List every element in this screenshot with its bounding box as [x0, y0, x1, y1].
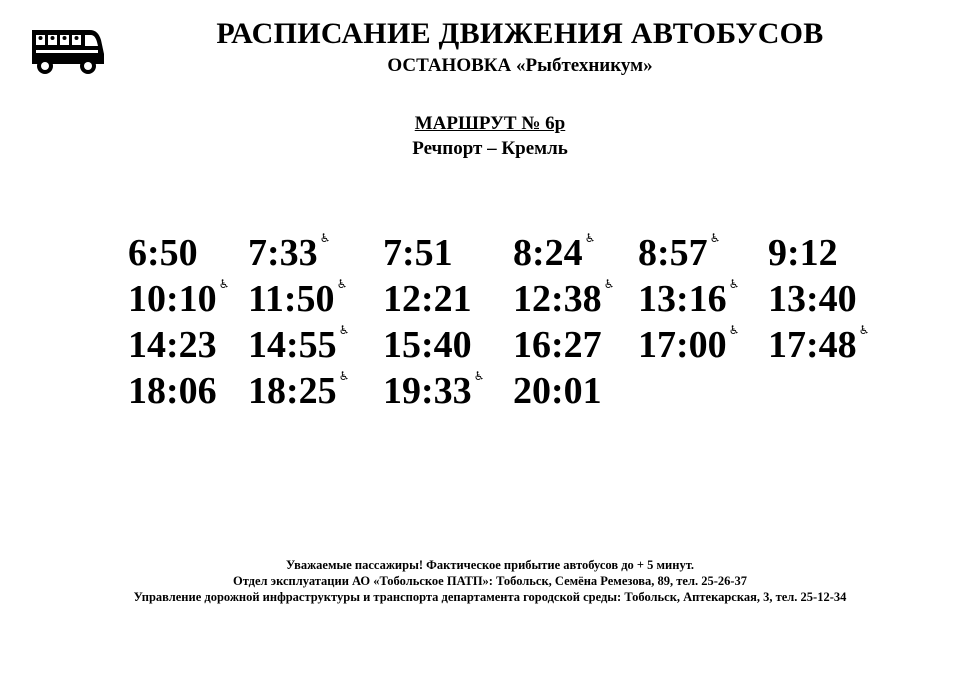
wheelchair-icon: ♿ — [338, 369, 350, 383]
footer-notice: Уважаемые пассажиры! Фактическое прибытие автобусов до + 5 минут. — [285, 558, 695, 572]
wheelchair-icon: ♿ — [336, 277, 348, 291]
wheelchair-icon: ♿ — [319, 231, 331, 245]
departure-time — [128, 276, 256, 322]
footer-operator-contact: Отдел эксплуатации АО «Тобольское ПАТП»: Тобольск, Семёна Ремезова, 89, тел. 25-26-37 — [232, 574, 748, 588]
wheelchair-icon: ♿ — [473, 369, 485, 383]
departure-time — [513, 368, 641, 414]
schedule-row — [118, 322, 898, 368]
departure-time — [768, 322, 896, 368]
schedule-row — [118, 276, 898, 322]
departure-time-value: 18:06 — [128, 370, 217, 412]
departure-time-value: 8:57 — [638, 232, 708, 274]
schedule-row — [118, 368, 898, 414]
departure-time — [768, 276, 896, 322]
departure-time — [248, 322, 376, 368]
route-number: МАРШРУТ № 6р — [414, 113, 566, 134]
departure-time — [768, 230, 896, 276]
departure-time — [383, 368, 511, 414]
departure-time-value: 9:12 — [768, 232, 838, 274]
departure-time — [248, 230, 376, 276]
departure-time — [638, 322, 766, 368]
departure-time — [383, 276, 511, 322]
departure-time — [383, 230, 511, 276]
departure-time — [638, 276, 766, 322]
wheelchair-icon: ♿ — [338, 323, 350, 337]
route-name: Речпорт – Кремль — [412, 138, 568, 159]
departure-time — [513, 230, 641, 276]
departure-time-value: 13:16 — [638, 278, 727, 320]
departure-time-value: 15:40 — [383, 324, 472, 366]
page-title: РАСПИСАНИЕ ДВИЖЕНИЯ АВТОБУСОВ — [216, 17, 824, 50]
wheelchair-icon: ♿ — [858, 323, 870, 337]
departure-time-value: 6:50 — [128, 232, 198, 274]
wheelchair-icon: ♿ — [603, 277, 615, 291]
departure-time — [513, 322, 641, 368]
departure-time — [248, 276, 376, 322]
departure-time-value: 17:48 — [768, 324, 857, 366]
departure-time-value: 20:01 — [513, 370, 602, 412]
departure-time — [383, 322, 511, 368]
departure-time-value: 16:27 — [513, 324, 602, 366]
departure-time-value: 7:51 — [383, 232, 453, 274]
departure-time — [128, 368, 256, 414]
schedule-row — [118, 230, 898, 276]
departure-time — [638, 230, 766, 276]
departure-time-value: 11:50 — [248, 278, 335, 320]
departure-time-value: 14:55 — [248, 324, 337, 366]
departure-time-value: 14:23 — [128, 324, 217, 366]
departure-time-value: 10:10 — [128, 278, 217, 320]
footer-department-contact: Управление дорожной инфраструктуры и транспорта департамента городской среды: Тобольск, Аптекарская, 3, тел. 25-12-34 — [133, 590, 847, 604]
wheelchair-icon: ♿ — [728, 323, 740, 337]
wheelchair-icon: ♿ — [709, 231, 721, 245]
departure-time — [513, 276, 641, 322]
departure-time-value: 19:33 — [383, 370, 472, 412]
departure-time-value: 8:24 — [513, 232, 583, 274]
departure-time-value: 13:40 — [768, 278, 857, 320]
departure-time-value: 7:33 — [248, 232, 318, 274]
departure-time — [128, 322, 256, 368]
departure-time — [128, 230, 256, 276]
schedule-grid — [118, 230, 898, 414]
departure-time-value: 12:38 — [513, 278, 602, 320]
wheelchair-icon: ♿ — [218, 277, 230, 291]
departure-time — [248, 368, 376, 414]
wheelchair-icon: ♿ — [584, 231, 596, 245]
wheelchair-icon: ♿ — [728, 277, 740, 291]
departure-time-value: 17:00 — [638, 324, 727, 366]
stop-name: ОСТАНОВКА «Рыбтехникум» — [387, 55, 653, 76]
departure-time-value: 12:21 — [383, 278, 472, 320]
departure-time-value: 18:25 — [248, 370, 337, 412]
